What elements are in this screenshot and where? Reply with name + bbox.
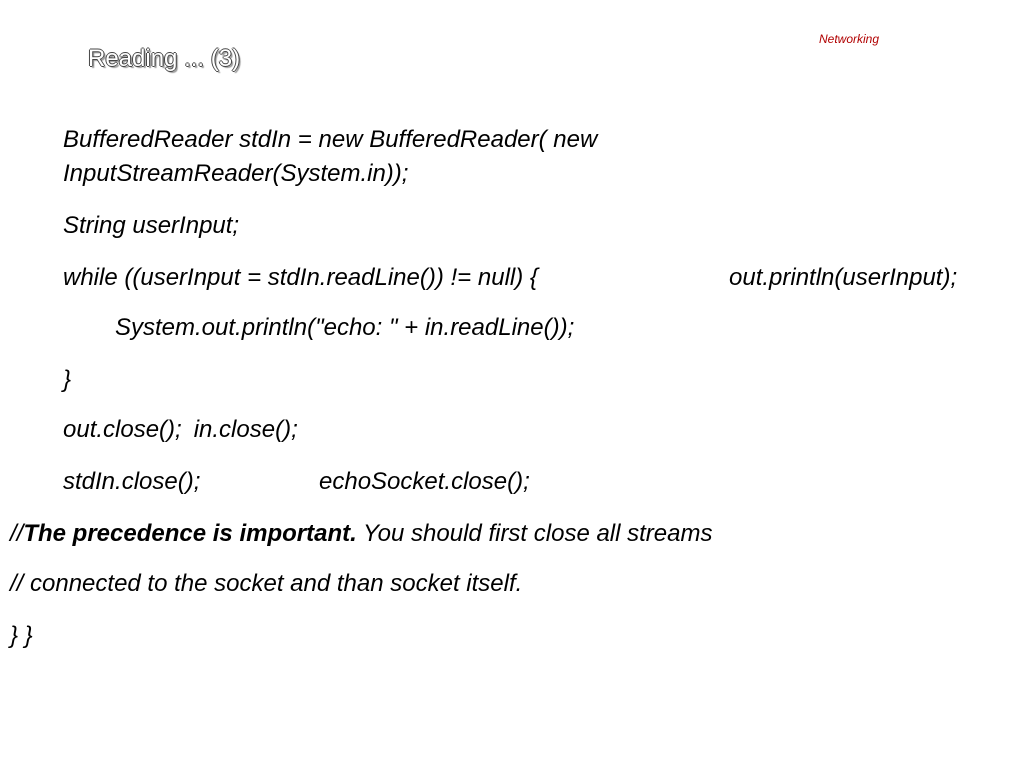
code-line-5: } xyxy=(63,366,72,393)
code-line-3-right: out.println(userInput); xyxy=(729,264,958,291)
code-line-1a: BufferedReader stdIn = new BufferedReader( new xyxy=(63,126,598,153)
comment-prefix: // xyxy=(10,520,24,547)
header-tag: Networking xyxy=(819,32,880,46)
comment-emphasis: The precedence is important. xyxy=(23,520,357,547)
comment-line-2: // connected to the socket and than socket itself. xyxy=(10,570,523,597)
code-line-6: out.close(); in.close(); xyxy=(63,416,298,443)
slide-title: Reading ... (3) xyxy=(88,45,241,72)
closing-braces: } } xyxy=(10,622,33,649)
code-line-1b: InputStreamReader(System.in)); xyxy=(63,160,409,187)
code-line-4: System.out.println("echo: " + in.readLine()); xyxy=(115,314,575,341)
code-line-3-left: while ((userInput = stdIn.readLine()) != null) { xyxy=(63,264,538,291)
comment-rest: You should first close all streams xyxy=(356,520,713,547)
code-line-7-right: echoSocket.close(); xyxy=(319,468,530,495)
comment-line-1 xyxy=(10,518,713,550)
code-line-2: String userInput; xyxy=(63,212,240,239)
code-line-7-left: stdIn.close(); xyxy=(63,468,201,495)
